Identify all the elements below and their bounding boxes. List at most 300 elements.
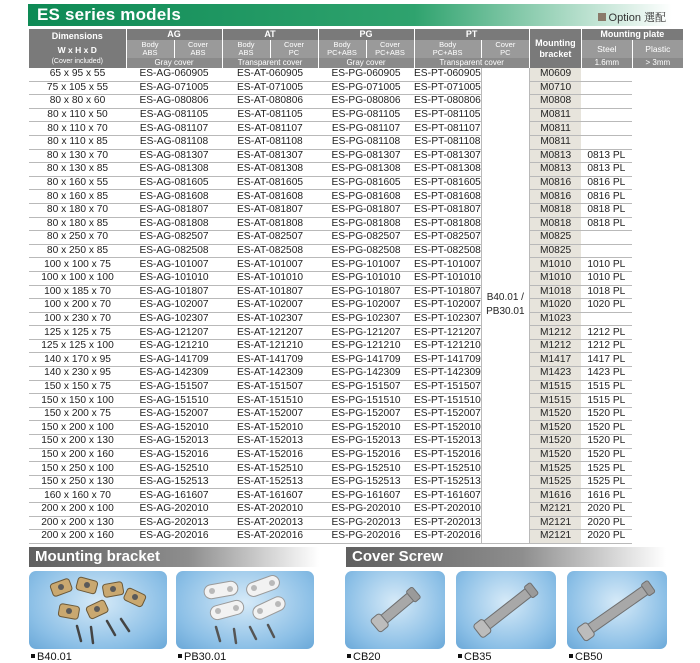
model-cell: ES-AG-102007 [126,299,222,313]
model-cell: ES-PG-152016 [318,448,414,462]
steel-plate-cell: M1212 [529,326,581,340]
table-row [29,312,683,326]
dimension-cell: 80 x 130 x 85 [29,163,126,177]
title-bar [28,4,672,26]
cover-label: Cover [495,40,516,49]
plastic-plate-cell: 1010 PL [581,258,632,272]
cover-screw-section [346,547,666,567]
model-cell: ES-PG-202016 [318,530,414,544]
steel-plate-cell: M1023 [529,312,581,326]
b40-bracket-image [29,571,167,649]
ag-cover-header [174,40,222,58]
model-cell: ES-PT-151510 [414,394,481,406]
option-legend [598,9,666,25]
model-cell: ES-PT-080806 [414,95,481,107]
model-cell: ES-AT-202010 [222,503,318,517]
steel-plate-cell: M1616 [529,489,581,503]
dimension-cell: 80 x 130 x 70 [29,149,126,163]
table-row [29,380,683,394]
steel-plate-cell: M1423 [529,367,581,381]
model-cell: ES-PT-141709 [414,353,481,365]
model-cell: ES-PT-202016 [414,530,481,542]
cb20-caption [347,651,381,663]
plastic-plate-cell: 0818 PL [581,217,632,231]
model-cell: ES-PT-152010 [414,421,481,433]
plastic-plate-cell [581,108,632,122]
dimension-cell: 125 x 125 x 100 [29,339,126,353]
model-cell: ES-PT-060905 [414,68,481,80]
model-cell: ES-PG-152513 [318,475,414,489]
plastic-plate-cell: 0818 PL [581,203,632,217]
group-pg-header: PG [318,29,414,40]
material-label: ABS [238,48,254,57]
dimension-cell: 100 x 200 x 70 [29,299,126,313]
model-cell: ES-AG-081808 [126,217,222,231]
table-row [29,285,683,299]
model-cell: ES-AT-081105 [222,108,318,122]
dimension-cell: 200 x 200 x 100 [29,503,126,517]
mounting-bracket-heading: Mounting bracket [35,548,161,565]
plastic-plate-cell: 1520 PL [581,448,632,462]
plastic-plate-cell: 0816 PL [581,190,632,204]
model-cell: ES-PT-161607 [414,489,481,501]
cb50-label: CB50 [575,651,603,663]
table-row [29,367,683,381]
model-cell: ES-AT-081308 [222,163,318,177]
steel-plate-cell: M0813 [529,149,581,163]
steel-plate-cell: M1515 [529,380,581,394]
steel-plate-cell: M1020 [529,299,581,313]
steel-plate-cell: M2121 [529,530,581,544]
model-cell: ES-AT-151510 [222,394,318,408]
dimensions-header [29,29,126,68]
model-cell: ES-PT-101010 [414,272,481,284]
table-row [29,421,683,435]
bullet-icon [178,654,182,658]
model-cell: ES-PG-071005 [318,81,414,95]
model-cell: ES-PG-101807 [318,285,414,299]
steel-plate-cell: M1010 [529,271,581,285]
dimension-cell: 150 x 200 x 160 [29,448,126,462]
model-cell: ES-AG-081308 [126,163,222,177]
plastic-plate-cell: 1520 PL [581,407,632,421]
model-cell: ES-AT-151507 [222,380,318,394]
model-cell: ES-AG-152007 [126,407,222,421]
model-cell: ES-AT-101007 [222,258,318,272]
bracket-line: B40.01 / [486,292,524,304]
at-cover-type: Transparent cover [222,58,318,68]
table-row [29,122,683,136]
table-row [29,407,683,421]
model-cell: ES-PG-081608 [318,190,414,204]
plastic-plate-cell: 0813 PL [581,149,632,163]
material-label: PC [500,48,511,57]
steel-plate-cell: M0818 [529,203,581,217]
dimension-cell: 150 x 200 x 130 [29,435,126,449]
model-cell: ES-PT-081308 [414,163,481,175]
dimension-cell: 140 x 170 x 95 [29,353,126,367]
dimension-cell: 80 x 80 x 60 [29,95,126,109]
bullet-icon [458,654,462,658]
model-cell: ES-AT-121210 [222,339,318,353]
mounting-plate-header: Mounting plate [581,29,683,40]
dimension-cell: 150 x 200 x 75 [29,407,126,421]
dimension-cell: 160 x 160 x 70 [29,489,126,503]
steel-plate-cell: M0816 [529,176,581,190]
dimension-cell: 80 x 110 x 85 [29,135,126,149]
model-cell: ES-AT-152016 [222,448,318,462]
model-cell: ES-PT-152013 [414,435,481,447]
model-cell: ES-AG-151510 [126,394,222,408]
model-cell: ES-PT-151507 [414,380,481,392]
dimension-cell: 80 x 180 x 85 [29,217,126,231]
dimension-cell: 140 x 230 x 95 [29,367,126,381]
model-cell: ES-AT-152510 [222,462,318,476]
models-table [29,29,684,544]
model-cell: ES-AT-081108 [222,135,318,149]
group-pt-header: PT [414,29,529,40]
model-cell: ES-AT-121207 [222,326,318,340]
dimension-cell: 150 x 250 x 100 [29,462,126,476]
model-cell: ES-PT-081107 [414,122,481,134]
plastic-plate-cell: 2020 PL [581,516,632,530]
model-cell: ES-AT-142309 [222,367,318,381]
pt-cover-type: Transparent cover [414,58,529,68]
steel-plate-cell: M1010 [529,258,581,272]
model-cell: ES-AT-101807 [222,285,318,299]
body-label: Body [141,40,159,49]
steel-plate-cell: M0818 [529,217,581,231]
model-cell: ES-PG-202010 [318,503,414,517]
table-row [29,516,683,530]
plastic-plate-cell: 0816 PL [581,176,632,190]
cb50-caption [569,651,603,663]
model-cell: ES-PG-081108 [318,135,414,149]
dimension-cell: 100 x 230 x 70 [29,312,126,326]
model-cell: ES-PG-152010 [318,421,414,435]
plastic-plate-cell: 1020 PL [581,299,632,313]
table-row [29,462,683,476]
table-row [29,149,683,163]
plastic-plate-cell: 1525 PL [581,475,632,489]
material-label: ABS [142,48,158,57]
dimension-cell: 150 x 150 x 100 [29,394,126,408]
model-cell: ES-PT-152513 [414,476,481,488]
model-cell: ES-AT-081307 [222,149,318,163]
model-cell: ES-PT-071005 [414,81,481,93]
model-cell: ES-PT-142309 [414,367,481,379]
model-cell: ES-AG-141709 [126,353,222,367]
material-label: PC+ABS [327,48,357,57]
model-cell: ES-PG-102307 [318,312,414,326]
plastic-plate-cell: 0813 PL [581,163,632,177]
plastic-plate-cell: 2020 PL [581,503,632,517]
model-cell: ES-AT-082508 [222,244,318,258]
dimension-cell: 100 x 100 x 75 [29,258,126,272]
option-swatch [598,13,606,21]
model-cell: ES-PG-142309 [318,367,414,381]
model-cell: ES-AG-081107 [126,122,222,136]
plastic-plate-cell: 1520 PL [581,435,632,449]
model-cell: ES-AG-082508 [126,244,222,258]
model-cell: ES-PG-081605 [318,176,414,190]
steel-plate-cell: M0808 [529,95,581,109]
cb35-caption [458,651,492,663]
model-cell: ES-AG-080806 [126,95,222,109]
cb20-label: CB20 [353,651,381,663]
model-cell: ES-AG-081307 [126,149,222,163]
steel-plate-cell: M2121 [529,503,581,517]
table-row [29,244,683,258]
plastic-plate-cell [581,312,632,326]
model-cell: ES-AT-141709 [222,353,318,367]
ag-body-header [126,40,174,58]
model-cell: ES-AT-081608 [222,190,318,204]
model-cell: ES-PG-081307 [318,149,414,163]
model-cell: ES-AG-082507 [126,231,222,245]
cb35-label: CB35 [464,651,492,663]
model-cell: ES-PT-081808 [414,217,481,229]
steel-plate-cell: M0825 [529,244,581,258]
mounting-bracket-header: Mounting bracket [529,29,581,68]
model-cell: ES-PT-121210 [414,340,481,352]
steel-plate-cell: M1417 [529,353,581,367]
model-cell: ES-PG-060905 [318,68,414,81]
pt-cover-header [481,40,529,58]
steel-plate-cell: M2121 [529,516,581,530]
header-row-cover-types [29,58,683,68]
steel-plate-cell: M1212 [529,339,581,353]
bullet-icon [347,654,351,658]
group-ag-header: AG [126,29,222,40]
model-cell: ES-PG-082508 [318,244,414,258]
model-cell: ES-AG-152510 [126,462,222,476]
dimension-cell: 125 x 125 x 75 [29,326,126,340]
model-cell: ES-AT-081808 [222,217,318,231]
dimension-cell: 200 x 200 x 160 [29,530,126,544]
model-cell: ES-AT-152013 [222,435,318,449]
plastic-plate-cell: 1417 PL [581,353,632,367]
steel-plate-cell: M0813 [529,163,581,177]
model-cell: ES-PT-152510 [414,462,481,474]
cb35-screw-image [456,571,556,649]
table-row [29,108,683,122]
model-cell: ES-PG-152013 [318,435,414,449]
model-cell: ES-PG-151510 [318,394,414,408]
plastic-plate-cell [581,244,632,258]
model-cell: ES-AG-081608 [126,190,222,204]
table-row [29,326,683,340]
body-label: Body [237,40,255,49]
pg-body-header [318,40,366,58]
steel-thickness: 1.6mm [581,58,632,68]
model-cell: ES-PT-081605 [414,177,481,189]
ag-cover-type: Gray cover [126,58,222,68]
cover-label: Cover [187,40,208,49]
table-row [29,231,683,245]
table-row [29,271,683,285]
model-cell: ES-AG-152013 [126,435,222,449]
table-row [29,530,683,544]
model-cell: ES-AG-060905 [126,68,222,81]
model-cell: ES-PG-081807 [318,203,414,217]
model-cell: ES-AG-121210 [126,339,222,353]
pt-body-header [414,40,481,58]
model-cell: ES-PG-081808 [318,217,414,231]
header-row-groups [29,29,683,40]
model-cell: ES-AT-161607 [222,489,318,503]
steel-plate-cell: M1515 [529,394,581,408]
model-cell: ES-AG-152016 [126,448,222,462]
steel-plate-cell: M0710 [529,81,581,95]
model-cell: ES-PT-082508 [414,245,481,257]
plastic-plate-cell: 2020 PL [581,530,632,544]
model-cell: ES-PG-121207 [318,326,414,340]
plastic-plate-cell: 1616 PL [581,489,632,503]
plastic-plate-cell [581,68,632,81]
model-cell: ES-PG-121210 [318,339,414,353]
table-row [29,339,683,353]
dimension-cell: 150 x 250 x 130 [29,475,126,489]
plastic-plate-cell: 1520 PL [581,421,632,435]
steel-plate-cell: M0811 [529,135,581,149]
steel-plate-cell: M0825 [529,231,581,245]
model-cell: ES-AG-142309 [126,367,222,381]
plastic-plate-cell: 1515 PL [581,380,632,394]
model-cell: ES-PG-101007 [318,258,414,272]
model-cell: ES-AG-081108 [126,135,222,149]
model-cell: ES-AT-202013 [222,516,318,530]
plastic-plate-cell: 1423 PL [581,367,632,381]
pb30-caption [178,651,226,663]
model-cell: ES-PG-161607 [318,489,414,503]
model-cell: ES-AT-101010 [222,271,318,285]
model-cell: ES-PT-081807 [414,204,481,216]
at-body-header [222,40,270,58]
dimension-cell: 65 x 95 x 55 [29,68,126,81]
table-row [29,176,683,190]
table-row [29,299,683,313]
plastic-plate-cell [581,122,632,136]
model-cell: ES-AG-081807 [126,203,222,217]
dimension-cell: 80 x 180 x 70 [29,203,126,217]
model-cell: ES-PT-202010 [414,503,481,515]
table-row [29,475,683,489]
table-row [29,135,683,149]
plastic-plate-cell [581,95,632,109]
bracket-cell [481,68,529,543]
model-cell: ES-PT-082507 [414,231,481,243]
model-cell: ES-PT-102307 [414,312,481,324]
model-cell: ES-AT-080806 [222,95,318,109]
model-cell: ES-AT-081605 [222,176,318,190]
plastic-plate-cell: 1212 PL [581,339,632,353]
steel-plate-cell: M1018 [529,285,581,299]
dimension-cell: 200 x 200 x 130 [29,516,126,530]
cb50-screw-image [567,571,667,649]
model-cell: ES-PT-101807 [414,285,481,297]
table-row [29,435,683,449]
model-cell: ES-AT-081807 [222,203,318,217]
steel-plate-cell: M0609 [529,68,581,81]
table-row [29,489,683,503]
bullet-icon [569,654,573,658]
model-cell: ES-AT-102307 [222,312,318,326]
model-cell: ES-AG-101010 [126,271,222,285]
table-row [29,68,683,81]
steel-plate-cell: M1520 [529,448,581,462]
model-cell: ES-PG-081308 [318,163,414,177]
table-row [29,217,683,231]
model-cell: ES-AG-202010 [126,503,222,517]
model-cell: ES-AG-102307 [126,312,222,326]
steel-plate-cell: M1525 [529,462,581,476]
model-cell: ES-PG-080806 [318,95,414,109]
table-row [29,81,683,95]
material-label: PC+ABS [432,48,463,57]
model-cell: ES-PT-152016 [414,448,481,460]
material-label: PC+ABS [375,48,405,57]
model-cell: ES-AG-071005 [126,81,222,95]
plastic-plate-cell [581,81,632,95]
table-row [29,258,683,272]
dimension-cell: 150 x 150 x 75 [29,380,126,394]
steel-plate-cell: M0816 [529,190,581,204]
mounting-bracket-section [29,547,319,567]
dimension-cell: 150 x 200 x 100 [29,421,126,435]
model-cell: ES-PT-121207 [414,326,481,338]
b40-label: B40.01 [37,651,72,663]
steel-header: Steel [581,40,632,58]
table-row [29,203,683,217]
model-cell: ES-AT-152007 [222,407,318,421]
body-label: Body [439,40,457,49]
dimension-cell: 80 x 110 x 50 [29,108,126,122]
pb30-label: PB30.01 [184,651,227,663]
model-cell: ES-PG-152510 [318,462,414,476]
material-label: ABS [190,48,206,57]
dimension-cell: 80 x 160 x 55 [29,176,126,190]
model-cell: ES-PT-081608 [414,190,481,202]
model-cell: ES-AT-152010 [222,421,318,435]
model-cell: ES-AG-152010 [126,421,222,435]
page-title: ES series models [37,5,181,24]
dimension-cell: 80 x 110 x 70 [29,122,126,136]
plastic-plate-cell [581,231,632,245]
option-label: Option 選配 [608,12,666,24]
model-cell: ES-AG-081605 [126,176,222,190]
model-cell: ES-PT-081105 [414,109,481,121]
plastic-plate-cell [581,135,632,149]
model-cell: ES-AG-202013 [126,516,222,530]
dimension-cell: 100 x 185 x 70 [29,285,126,299]
group-at-header: AT [222,29,318,40]
model-cell: ES-PG-081105 [318,108,414,122]
body-label: Body [333,40,351,49]
material-label: PC [288,48,300,57]
table-row [29,394,683,408]
at-cover-header [270,40,318,58]
table-row [29,353,683,367]
model-cell: ES-PG-082507 [318,231,414,245]
plastic-plate-cell: 1212 PL [581,326,632,340]
steel-plate-cell: M1520 [529,435,581,449]
steel-plate-cell: M1525 [529,475,581,489]
table-row [29,163,683,177]
dimensions-label: Dimensions [51,30,103,41]
model-cell: ES-PG-101010 [318,271,414,285]
table-row [29,190,683,204]
